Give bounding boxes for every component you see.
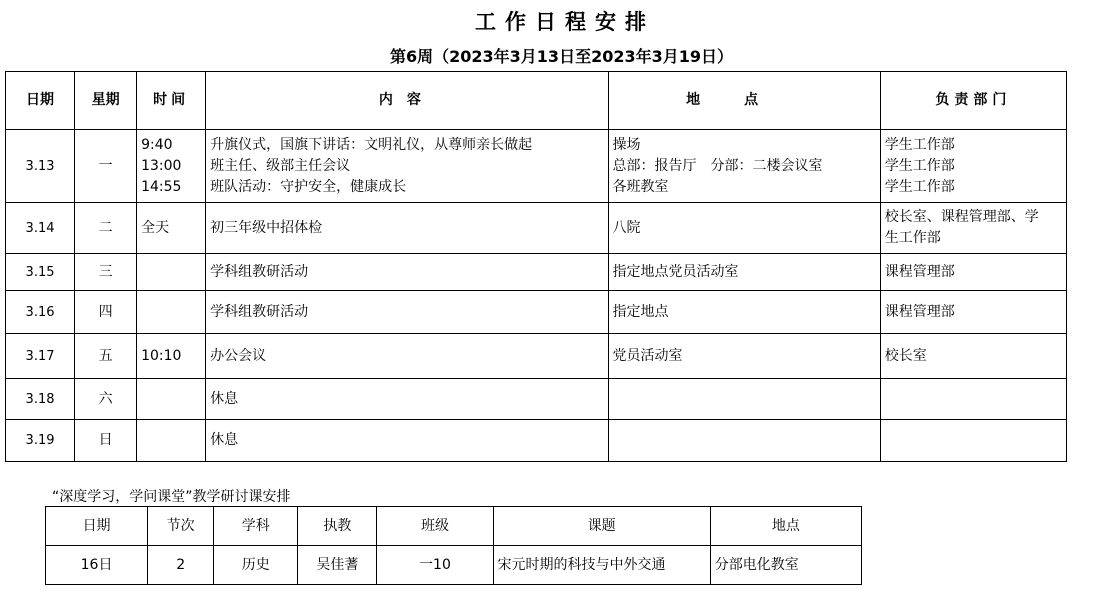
row-weekday: 一 [75,130,137,203]
row-content: 休息 [206,420,608,462]
row-content: 学科组教研活动 [206,291,608,334]
row-time [137,254,206,291]
row-date: 3.14 [6,203,75,254]
table-row [6,291,1067,334]
table-row [46,546,862,585]
row-department [880,420,1066,462]
row-time: 全天 [137,203,206,254]
research-header-subject: 学科 [214,507,298,546]
row-date: 3.18 [6,379,75,420]
dept-line: 生工作部 [884,230,941,246]
header-location: 地点 [608,72,880,130]
research-header-class: 班级 [377,507,493,546]
research-date: 16日 [46,546,148,585]
research-subject: 历史 [214,546,298,585]
table-row [6,130,1067,203]
research-topic: 宋元时期的科技与中外交通 [493,546,710,585]
row-date: 3.15 [6,254,75,291]
table-row [6,420,1067,462]
row-date: 3.19 [6,420,75,462]
row-location [608,420,880,462]
location-line: 操场 [612,136,641,153]
row-location: 指定地点 [608,291,880,334]
page-title: 工作日程安排 [475,10,655,34]
content-line: 升旗仪式，国旗下讲话：文明礼仪，从尊师亲长做起 [210,136,533,153]
row-weekday: 三 [75,254,137,291]
row-weekday: 六 [75,379,137,420]
research-teacher: 吴佳蓍 [298,546,377,585]
dept-line: 学生工作部 [884,136,955,153]
row-location: 指定地点党员活动室 [608,254,880,291]
header-time: 时间 [137,72,206,130]
row-content: 休息 [206,379,608,420]
row-departments [880,203,1066,254]
row-department: 校长室 [880,334,1066,379]
research-table [45,506,862,585]
research-header-period: 节次 [148,507,214,546]
row-department: 课程管理部 [880,254,1066,291]
header-department: 负责部门 [880,72,1066,130]
table-row [6,254,1067,291]
page-subtitle: 第6周（2023年3月13日至2023年3月19日） [390,47,733,66]
table-row [6,203,1067,254]
time-line: 9:40 [141,136,173,153]
content-line: 班主任、级部主任会议 [210,157,351,174]
row-location: 党员活动室 [608,334,880,379]
dept-line: 学生工作部 [884,178,955,195]
row-content: 初三年级中招体检 [206,203,608,254]
research-location: 分部电化教室 [710,546,861,585]
table-row [6,379,1067,420]
time-line: 14:55 [141,178,182,195]
row-department [880,379,1066,420]
row-time [137,291,206,334]
row-time: 10:10 [137,334,206,379]
row-location: 八院 [608,203,880,254]
row-weekday: 二 [75,203,137,254]
table-row [6,334,1067,379]
row-weekday: 日 [75,420,137,462]
time-line: 13:00 [141,157,182,174]
row-date: 3.17 [6,334,75,379]
row-times [137,130,206,203]
row-weekday: 四 [75,291,137,334]
row-time [137,420,206,462]
header-content: 内容 [206,72,608,130]
row-date: 3.13 [6,130,75,203]
row-weekday: 五 [75,334,137,379]
content-line: 班队活动：守护安全，健康成长 [210,178,407,195]
research-header-teacher: 执教 [298,507,377,546]
row-locations [608,130,880,203]
location-line: 总部：报告厅 分部：二楼会议室 [612,157,823,174]
header-weekday: 星期 [75,72,137,130]
row-time [137,379,206,420]
row-content: 学科组教研活动 [206,254,608,291]
location-line: 各班教室 [612,178,669,195]
research-header-row [46,507,862,546]
dept-line: 学生工作部 [884,157,955,174]
row-departments [880,130,1066,203]
research-period: 2 [148,546,214,585]
header-date: 日期 [6,72,75,130]
row-date: 3.16 [6,291,75,334]
dept-line: 校长室、课程管理部、学 [884,209,1039,225]
row-location [608,379,880,420]
schedule-table [5,71,1067,462]
row-contents [206,130,608,203]
row-content: 办公会议 [206,334,608,379]
research-header-location: 地点 [710,507,861,546]
research-header-date: 日期 [46,507,148,546]
research-caption: “深度学习，学问课堂”教学研讨课安排 [52,489,291,505]
row-department: 课程管理部 [880,291,1066,334]
research-class: 一10 [377,546,493,585]
schedule-header-row [6,72,1067,130]
research-header-topic: 课题 [493,507,710,546]
